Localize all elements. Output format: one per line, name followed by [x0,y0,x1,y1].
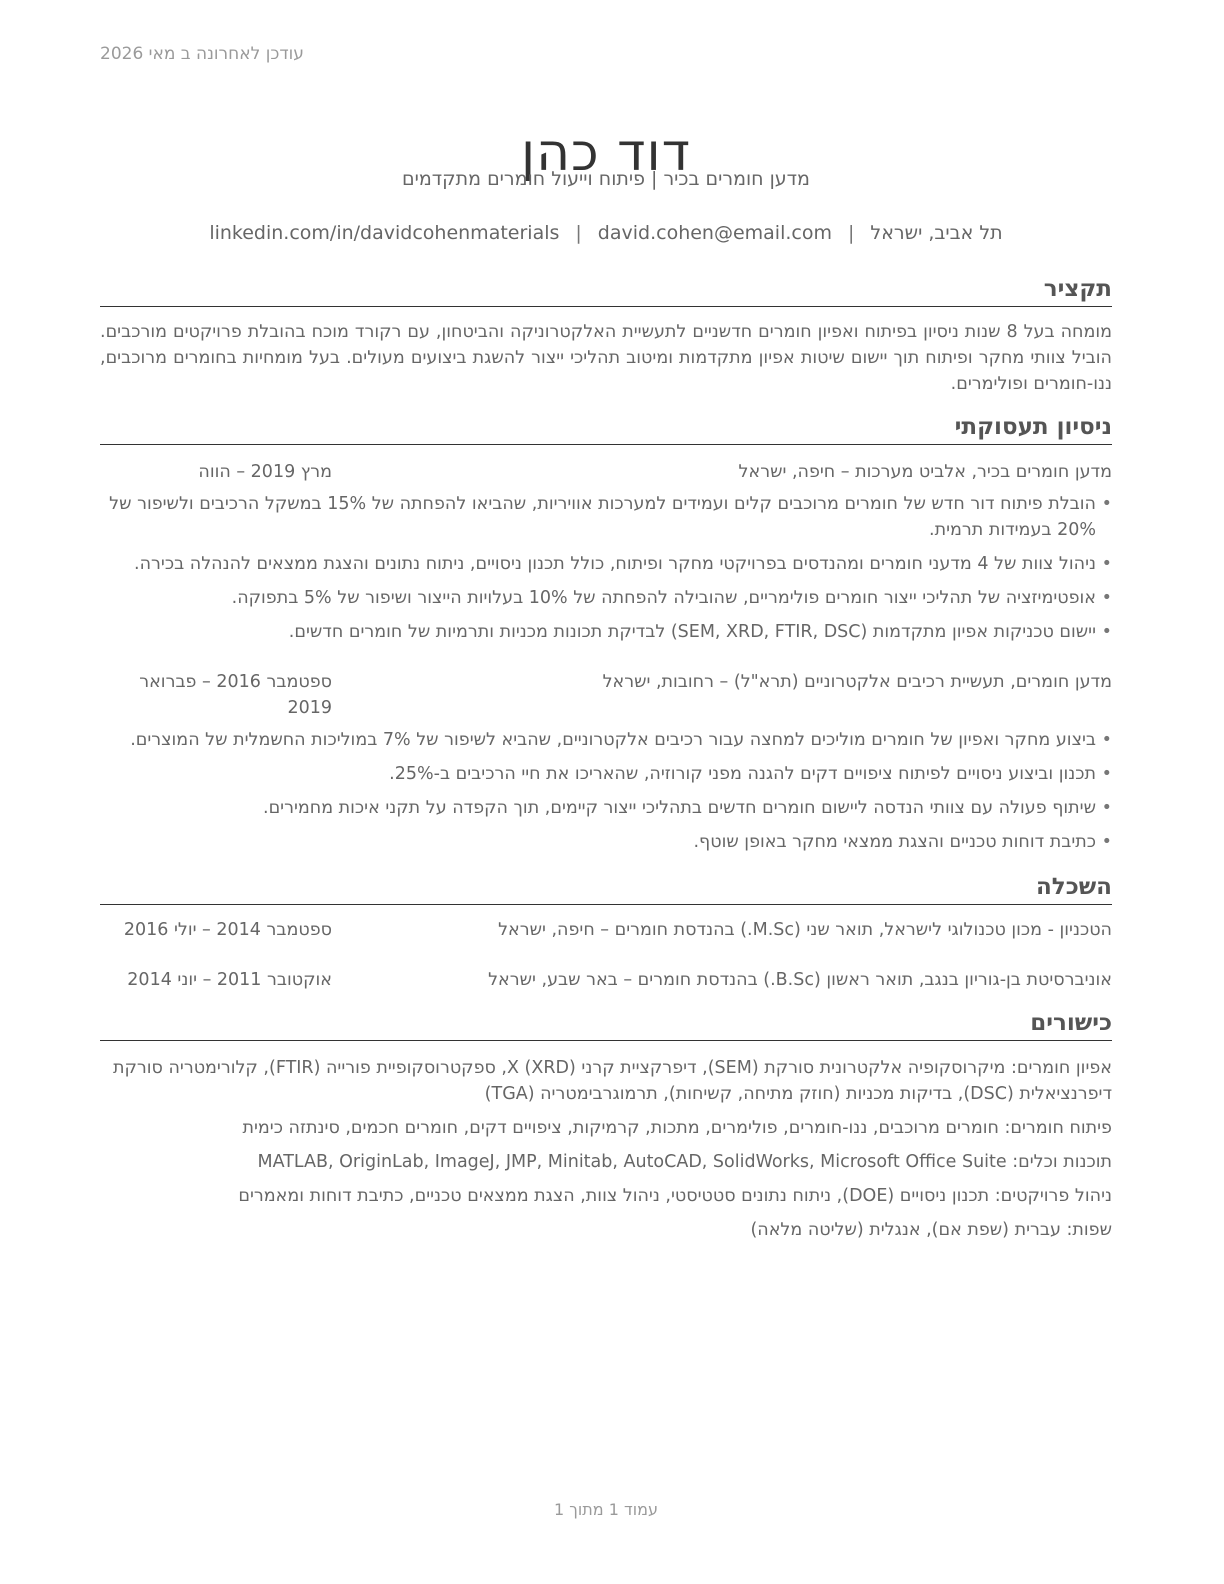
list-item: • תכנון וביצוע ניסויים לפיתוח ציפויים דקים להגנה מפני קורוזיה, שהאריכו את חיי הרכיבים ב-25%. [100,761,1112,787]
list-item: • שיתוף פעולה עם צוותי הנדסה ליישום חומרים חדשים בתהליכי ייצור קיימים, תוך הקפדה על תקני איכות מחמירים. [100,795,1112,821]
list-item: • ניהול צוות של 4 מדעני חומרים ומהנדסים בפרויקטי מחקר ופיתוח, כולל תכנון ניסויים, ניתוח נתונים והצגת ממצאים להנהלה בכירה. [100,551,1112,577]
skills-section [100,1008,1112,1251]
list-item: פיתוח חומרים: חומרים מרוכבים, ננו-חומרים, פולימרים, מתכות, קרמיקות, ציפויים דקים, חומרים חכמים, סינתזה כימית [242,1118,1112,1138]
job-bullets [100,727,1112,855]
job-entry [100,459,1112,645]
summary-text: מומחה בעל 8 שנות ניסיון בפיתוח ואפיון חומרים חדשניים לתעשיית האלקטרוניקה והביטחון, עם רקורד מוכח בהובלת פרויקטים מורכבים. הוביל צוותי מחקר ופיתוח תוך יישום שיטות אפיון מתקדמות ומיטוב תהליכי ייצור להשגת ביצועים מעולים. בעל מומחיות בחומרים מרוכבים, ננו-חומרים ופולימרים. [100,322,1112,394]
section-title-summary: תקציר [100,274,1112,307]
contact-line [100,222,1112,244]
candidate-name: דוד כהן [520,122,692,183]
job-role: מדען חומרים בכיר, אלביט מערכות – חיפה, ישראל [738,462,1112,482]
list-item: תוכנות וכלים: MATLAB, OriginLab, ImageJ, JMP, Minitab, AutoCAD, SolidWorks, Microsoft Office Suite [257,1152,1112,1172]
job-header [100,669,1112,721]
education-section [100,872,1112,993]
education-entry [100,967,1112,993]
job-subtitle: מדען חומרים בכיר | פיתוח וייעול חומרים מתקדמים [402,168,810,190]
education-entry [100,917,1112,943]
list-item: • ביצוע מחקר ואפיון של חומרים מוליכים למחצה עבור רכיבים אלקטרוניים, שהביא לשיפור של 7% במוליכות החשמלית של המוצרים. [100,727,1112,753]
resume-page [100,0,1112,1584]
section-title-experience: ניסיון תעסוקתי [100,412,1112,445]
list-item: • הובלת פיתוח דור חדש של חומרים מרוכבים קלים ועמידים למערכות אוויריות, שהביאו להפחתה של 15% במשקל הרכיבים ולשיפור של 20% בעמידות תרמית. [100,491,1112,543]
job-header [100,459,1112,485]
list-item: שפות: עברית (שפת אם), אנגלית (שליטה מלאה) [750,1220,1112,1240]
experience-section [100,412,1112,863]
job-role: מדען חומרים, תעשיית רכיבים אלקטרוניים (תרא"ל) – רחובות, ישראל [602,672,1112,692]
education-dates: ספטמבר 2014 – יולי 2016 [123,920,332,940]
list-item: • אופטימיזציה של תהליכי ייצור חומרים פולימריים, שהובילה להפחתה של 10% בעלויות הייצור ושיפור של 5% בתפוקה. [100,585,1112,611]
location-text: תל אביב, ישראל [870,222,1003,244]
education-degree: הטכניון - מכון טכנולוגי לישראל, תואר שני (M.Sc.) בהנדסת חומרים – חיפה, ישראל [498,920,1112,940]
job-entry [100,669,1112,855]
job-dates: מרץ 2019 – הווה [198,462,332,482]
job-bullets [100,491,1112,645]
list-item: ניהול פרויקטים: תכנון ניסויים (DOE), ניתוח נתונים סטטיסטי, ניהול צוות, הצגת ממצאים טכניים, כתיבת דוחות ומאמרים [238,1186,1112,1206]
skills-list [100,1055,1112,1243]
education-degree: אוניברסיטת בן-גוריון בנגב, תואר ראשון (B.Sc.) בהנדסת חומרים – באר שבע, ישראל [488,970,1112,990]
section-title-skills: כישורים [100,1008,1112,1041]
list-item: • כתיבת דוחות טכניים והצגת ממצאי מחקר באופן שוטף. [100,829,1112,855]
linkedin-link[interactable]: linkedin.com/in/davidcohenmaterials [209,222,560,244]
list-item: • יישום טכניקות אפיון מתקדמות (SEM, XRD, FTIR, DSC) לבדיקת תכונות מכניות ותרמיות של חומרים חדשים. [100,619,1112,645]
email-link[interactable]: david.cohen@email.com [597,222,832,244]
page-number: עמוד 1 מתוך 1 [554,1500,658,1519]
separator: | [575,222,582,244]
list-item: אפיון חומרים: מיקרוסקופיה אלקטרונית סורקת (SEM), דיפרקציית קרני X (XRD), ספקטרוסקופיית פורייה (FTIR), קלורימטריה סורקת דיפרנציאלית (DSC), בדיקות מכניות (חוזק מתיחה, קשיחות), תרמוגרבימטריה (TGA) [112,1058,1112,1104]
last-updated: עודכן לאחרונה ב מאי 2026 [100,44,304,64]
job-dates: ספטמבר 2016 – פברואר 2019 [139,672,332,718]
summary-section [100,274,1112,397]
separator: | [848,222,855,244]
section-title-education: השכלה [100,872,1112,905]
education-dates: אוקטובר 2011 – יוני 2014 [127,970,332,990]
